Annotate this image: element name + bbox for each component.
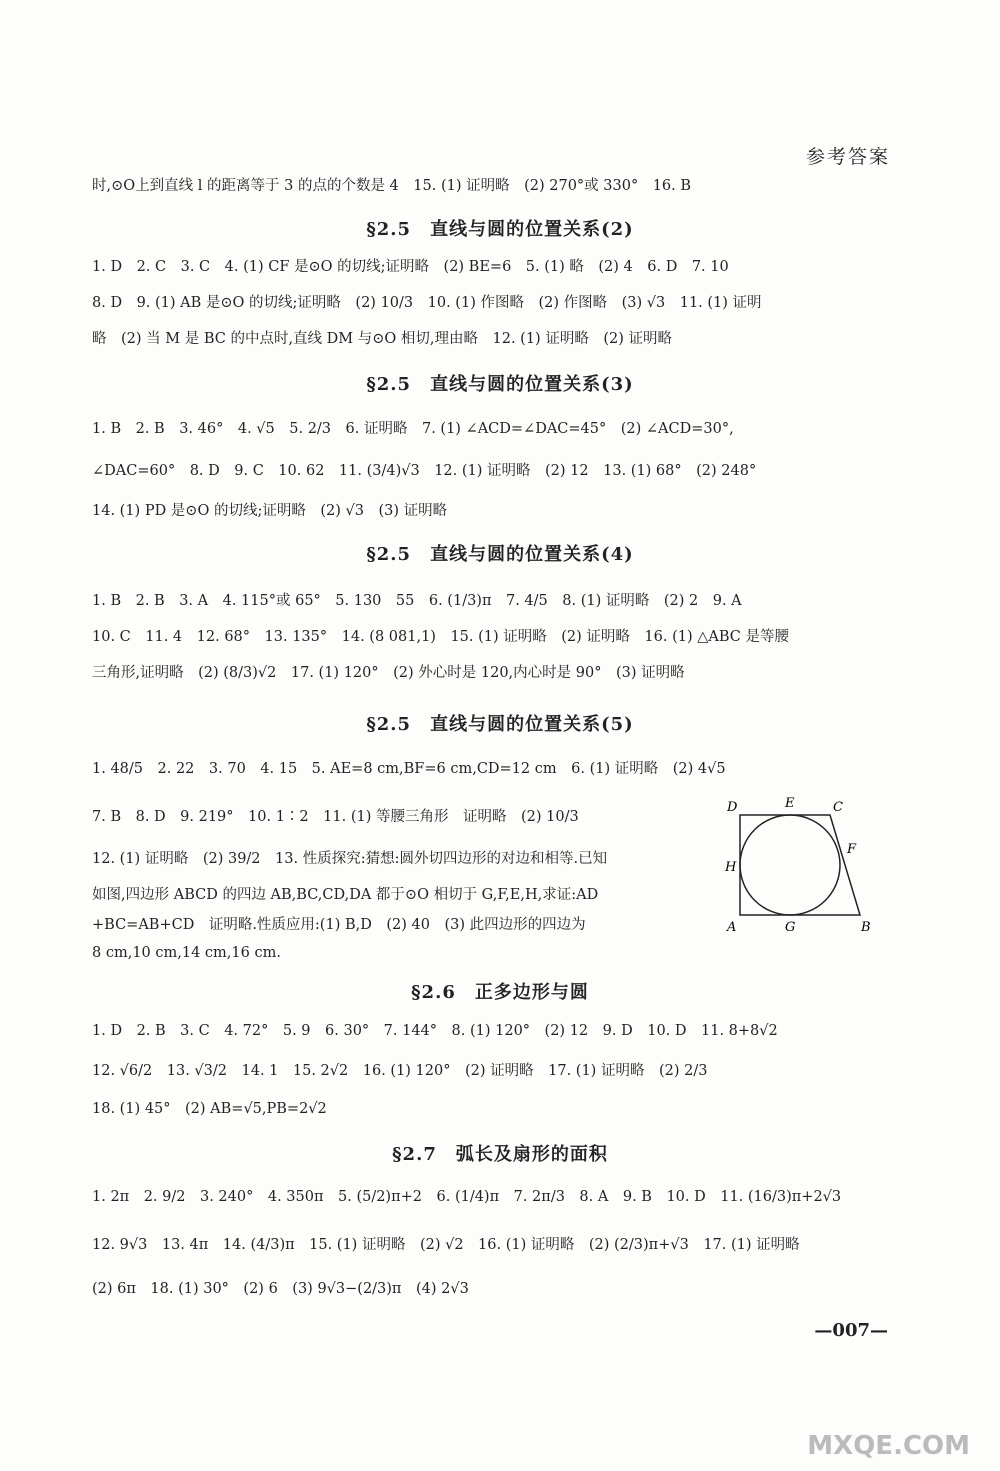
label-g: G [785, 920, 796, 935]
quadrilateral-abcd [740, 815, 860, 915]
text-line: 1. 48/5 2. 22 3. 70 4. 15 5. AE=8 cm,BF=6 cm,CD=12 cm 6. (1) 证明略 (2) 4√5 [92, 761, 726, 777]
text-line: 时,⊙O上到直线 l 的距离等于 3 的点的个数是 4 15. (1) 证明略 (2) 270°或 330° 16. B [92, 178, 692, 194]
text-line: ∠DAC=60° 8. D 9. C 10. 62 11. (3/4)√3 12. (1) 证明略 (2) 12 13. (1) 68° (2) 248° [92, 463, 757, 479]
text-line: 三角形,证明略 (2) (8/3)√2 17. (1) 120° (2) 外心时是 120,内心时是 90° (3) 证明略 [92, 665, 685, 681]
label-d: D [727, 800, 738, 815]
text-line: 10. C 11. 4 12. 68° 13. 135° 14. (8 081,1) 15. (1) 证明略 (2) 证明略 16. (1) △ABC 是等腰 [92, 629, 789, 645]
label-c: C [833, 800, 843, 815]
text-line: (2) 6π 18. (1) 30° (2) 6 (3) 9√3−(2/3)π (4) 2√3 [92, 1281, 469, 1297]
text-line: 8 cm,10 cm,14 cm,16 cm. [92, 945, 281, 961]
label-h: H [725, 860, 737, 875]
text-line: 8. D 9. (1) AB 是⊙O 的切线;证明略 (2) 10/3 10. (1) 作图略 (2) 作图略 (3) √3 11. (1) 证明 [92, 295, 762, 311]
text-line: 1. B 2. B 3. 46° 4. √5 5. 2/3 6. 证明略 7. (1) ∠ACD=∠DAC=45° (2) ∠ACD=30°, [92, 421, 734, 437]
label-a: A [727, 920, 737, 935]
section-title: §2.5 直线与圆的位置关系(3) [366, 374, 634, 395]
text-line: 1. D 2. B 3. C 4. 72° 5. 9 6. 30° 7. 144° 8. (1) 120° (2) 12 9. D 10. D 11. 8+8√2 [92, 1023, 778, 1039]
text-line: 1. B 2. B 3. A 4. 115°或 65° 5. 130 55 6. (1/3)π 7. 4/5 8. (1) 证明略 (2) 2 9. A [92, 593, 742, 609]
text-line: 1. 2π 2. 9/2 3. 240° 4. 350π 5. (5/2)π+2 6. (1/4)π 7. 2π/3 8. A 9. B 10. D 11. (16/3)π+2√3 [92, 1189, 842, 1205]
section-title: §2.6 正多边形与圆 [411, 982, 589, 1003]
label-b: B [861, 920, 871, 935]
text-line: 略 (2) 当 M 是 BC 的中点时,直线 DM 与⊙O 相切,理由略 12. (1) 证明略 (2) 证明略 [92, 331, 672, 347]
inscribed-circle-figure [725, 795, 875, 935]
text-line: 如图,四边形 ABCD 的四边 AB,BC,CD,DA 都于⊙O 相切于 G,F,E,H,求证:AD [92, 887, 599, 903]
watermark: MXQE.COM [807, 1431, 970, 1461]
section-title: §2.5 直线与圆的位置关系(4) [366, 544, 634, 565]
section-title: §2.7 弧长及扇形的面积 [392, 1144, 608, 1165]
text-line: 12. (1) 证明略 (2) 39/2 13. 性质探究:猜想:圆外切四边形的对边和相等.已知 [92, 851, 608, 867]
label-e: E [785, 796, 795, 811]
page-header: 参考答案 [805, 146, 890, 168]
text-line: 7. B 8. D 9. 219° 10. 1∶2 11. (1) 等腰三角形 证明略 (2) 10/3 [92, 809, 579, 825]
page-number: —007— [814, 1320, 888, 1341]
text-line: 12. 9√3 13. 4π 14. (4/3)π 15. (1) 证明略 (2) √2 16. (1) 证明略 (2) (2/3)π+√3 17. (1) 证明略 [92, 1237, 800, 1253]
label-f: F [847, 842, 857, 857]
text-line: +BC=AB+CD 证明略.性质应用:(1) B,D (2) 40 (3) 此四边形的四边为 [92, 917, 586, 933]
text-line: 14. (1) PD 是⊙O 的切线;证明略 (2) √3 (3) 证明略 [92, 503, 448, 519]
text-line: 1. D 2. C 3. C 4. (1) CF 是⊙O 的切线;证明略 (2) BE=6 5. (1) 略 (2) 4 6. D 7. 10 [92, 259, 729, 275]
inscribed-circle [740, 815, 840, 915]
section-title: §2.5 直线与圆的位置关系(5) [366, 714, 634, 735]
section-title: §2.5 直线与圆的位置关系(2) [366, 219, 634, 240]
text-line: 12. √6/2 13. √3/2 14. 1 15. 2√2 16. (1) 120° (2) 证明略 17. (1) 证明略 (2) 2/3 [92, 1063, 708, 1079]
text-line: 18. (1) 45° (2) AB=√5,PB=2√2 [92, 1101, 327, 1117]
